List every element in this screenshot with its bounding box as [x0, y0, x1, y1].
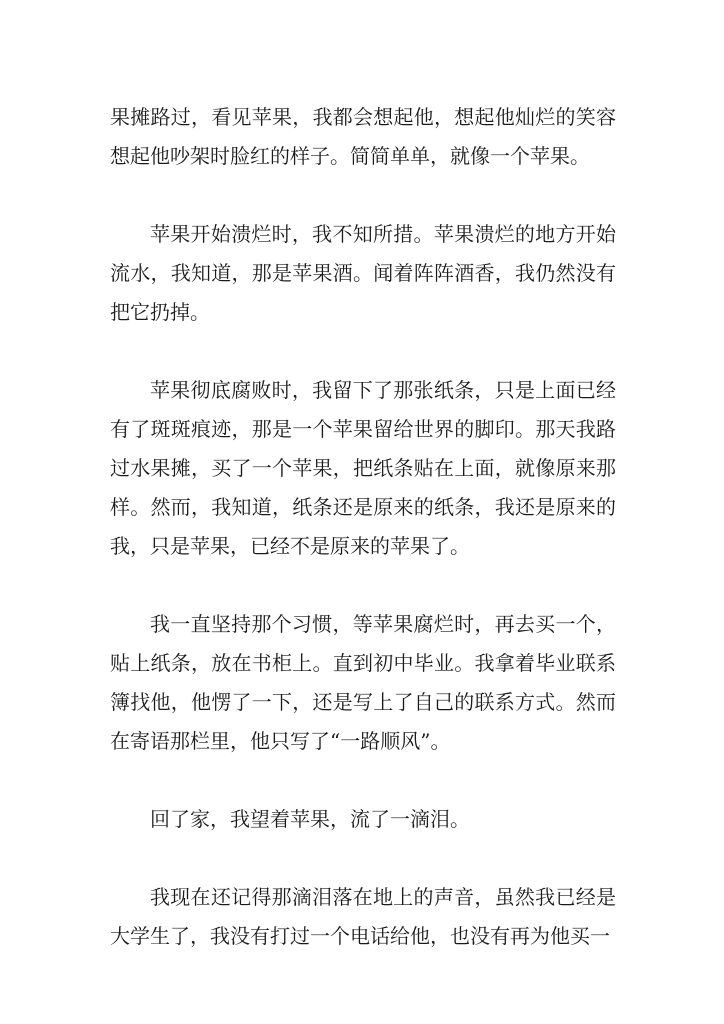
paragraph: 我一直坚持那个习惯，等苹果腐烂时，再去买一个，贴上纸条，放在书柜上。直到初中毕业。我拿着毕业联系簿找他，他愣了一下，还是写上了自己的联系方式。然而在寄语那栏里，他只写了“一路顺风”。 [110, 612, 616, 753]
paragraph: 回了家，我望着苹果，流了一滴泪。 [150, 807, 470, 831]
body-text [110, 98, 616, 995]
paragraph: 苹果彻底腐败时，我留下了那张纸条，只是上面已经有了斑斑痕迹，那是一个苹果留给世界的脚印。那天我路过水果摊，买了一个苹果，把纸条贴在上面，就像原来那样。然而，我知道，纸条还是原来的纸条，我还是原来的我，只是苹果，已经不是原来的苹果了。 [110, 378, 616, 558]
paragraph: 果摊路过，看见苹果，我都会想起他，想起他灿烂的笑容想起他吵架时脸红的样子。简简单单，就像一个苹果。 [110, 105, 616, 168]
paragraph: 我现在还记得那滴泪落在地上的声音，虽然我已经是大学生了，我没有打过一个电话给他，也没有再为他买一 [110, 885, 616, 948]
paragraph: 苹果开始溃烂时，我不知所措。苹果溃烂的地方开始流水，我知道，那是苹果酒。闻着阵阵酒香，我仍然没有把它扔掉。 [110, 222, 616, 324]
